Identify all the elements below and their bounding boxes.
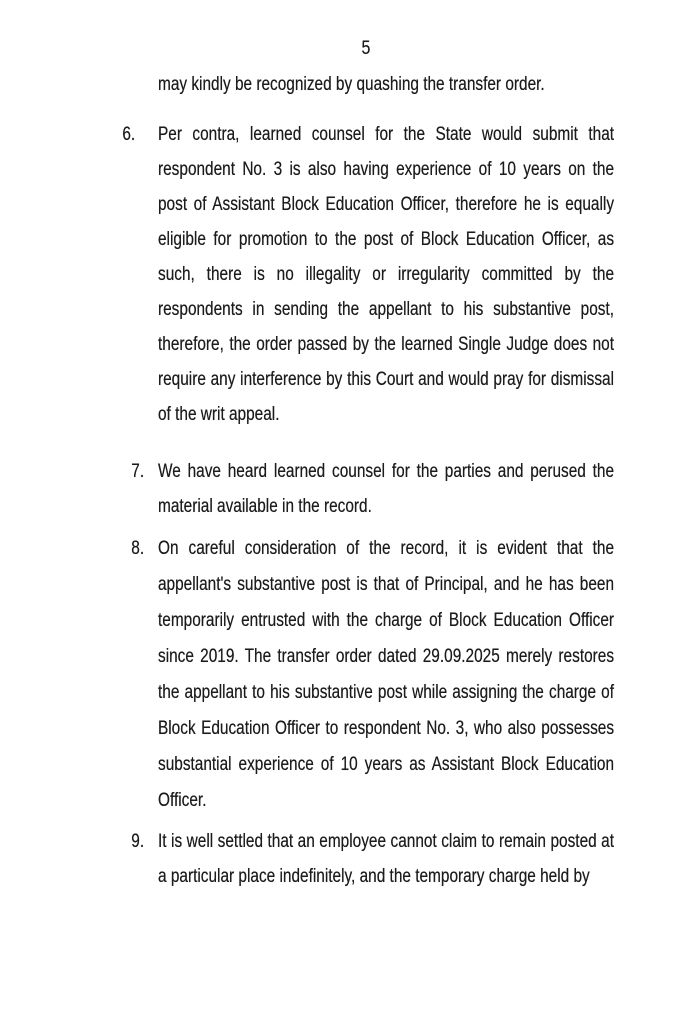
paragraph-line: since 2019. The transfer order dated 29.09.2025 merely restores xyxy=(158,646,615,667)
paragraph-number: 8. xyxy=(131,538,145,559)
paragraph-line: eligible for promotion to the post of Block Education Officer, as xyxy=(158,229,615,250)
paragraph-line: of the writ appeal. xyxy=(158,404,280,425)
paragraph-line: substantial experience of 10 years as Assistant Block Education xyxy=(158,754,615,775)
paragraph-line: respondents in sending the appellant to his substantive post, xyxy=(158,299,615,320)
paragraph-line: It is well settled that an employee cannot claim to remain posted at xyxy=(158,831,615,852)
paragraph xyxy=(131,454,615,524)
paragraph-number: 9. xyxy=(131,831,145,852)
paragraph-line: Per contra, learned counsel for the State would submit that xyxy=(158,124,615,145)
paragraph xyxy=(122,117,615,432)
paragraph-line: such, there is no illegality or irregularity committed by the xyxy=(158,264,615,285)
paragraph-line: temporarily entrusted with the charge of Block Education Officer xyxy=(158,610,615,631)
paragraph-line: post of Assistant Block Education Officer, therefore he is equally xyxy=(158,194,615,215)
paragraph-number: 7. xyxy=(131,461,145,482)
paragraph-line: On careful consideration of the record, it is evident that the xyxy=(158,538,615,559)
paragraph xyxy=(158,67,614,102)
paragraph-line: the appellant to his substantive post while assigning the charge of xyxy=(158,682,615,703)
paragraph-line: therefore, the order passed by the learned Single Judge does not xyxy=(158,334,615,355)
paragraph-line: respondent No. 3 is also having experience of 10 years on the xyxy=(158,159,615,180)
paragraph-line: may kindly be recognized by quashing the transfer order. xyxy=(158,74,545,95)
paragraph-number: 6. xyxy=(122,124,136,145)
paragraph xyxy=(131,531,615,819)
paragraph-line: material available in the record. xyxy=(158,496,372,517)
page-number: 5 xyxy=(361,38,371,59)
paragraph xyxy=(131,824,615,894)
paragraph-line: require any interference by this Court and would pray for dismissal xyxy=(158,369,615,390)
paragraph-line: Block Education Officer to respondent No. 3, who also possesses xyxy=(158,718,615,739)
paragraph-line: Officer. xyxy=(158,790,207,811)
paragraph-line: appellant's substantive post is that of Principal, and he has been xyxy=(158,574,615,595)
paragraph-line: a particular place indefinitely, and the temporary charge held by xyxy=(158,866,590,887)
paragraph-line: We have heard learned counsel for the parties and perused the xyxy=(158,461,615,482)
